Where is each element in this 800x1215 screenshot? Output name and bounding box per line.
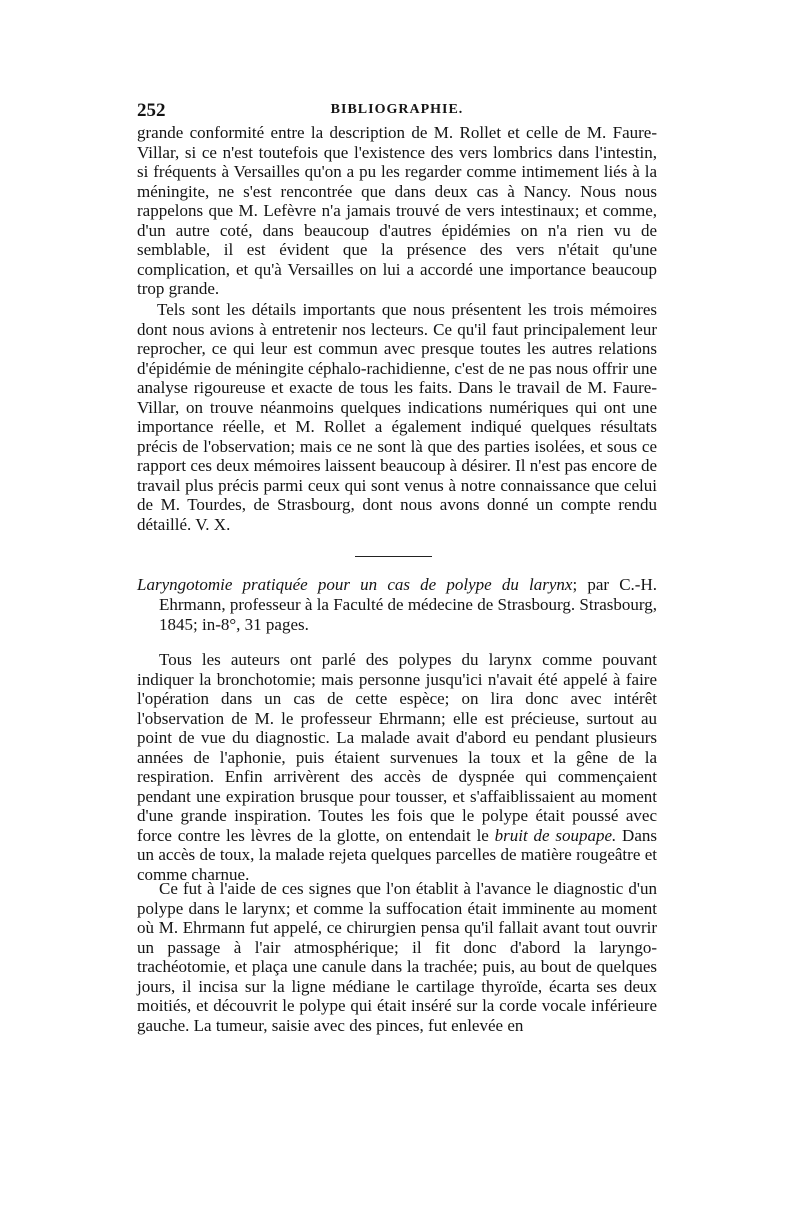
section-divider xyxy=(355,556,432,557)
page-header xyxy=(137,100,657,124)
paragraph-diagnosis: Ce fut à l'aide de ces signes que l'on établit à l'avance le diagnostic d'un polype dans le larynx; et comme la suffocation était imminente au moment où M. Ehrmann fut appelé, ce chirurgien pensa qu'il fallait avant tout ouvrir un passage à l'air atmosphérique; il fit donc d'abord la laryngo-trachéotomie, et plaça une canule dans la trachée; puis, au bout de quelques jours, il incisa sur la ligne médiane le cartilage thyroïde, écarta ses deux moitiés, et découvrit le polype qui était inséré sur la corde vocale inférieure gauche. La tumeur, saisie avec des pinces, fut enlevée en xyxy=(137,879,657,1035)
paragraph-continuation: grande conformité entre la description de M. Rollet et celle de M. Faure-Villar, si ce n'est toutefois que l'existence des vers lombrics dans l'intestin, si fréquents à Versailles qu'on a pu les regarder comme intimement liés à la méningite, ne s'est rencontrée que dans deux cas à Nancy. Nous nous rappelons que M. Lefèvre n'a jamais trouvé de vers intestinaux; et comme, d'un autre coté, dans beaucoup d'autres épidémies on n'a rien vu de semblable, il est évident que la présence des vers n'était qu'une complication, et qu'à Versailles on lui a accordé une importance beaucoup trop grande. xyxy=(137,123,657,298)
paragraph-text: Tous les auteurs ont parlé des polypes du larynx comme pouvant indiquer la bronchotomie; mais personne jusqu'ici n'avait été appelé à faire l'opération dans un cas de cette espèce; on lira donc avec intérêt l'observation de M. le professeur Ehrmann; elle est précieuse, surtout au point de vue du diagnostic. La malade avait d'abord eu pendant plusieurs années de l'aphonie, puis étaient survenues la toux et la gêne de la respiration. Enfin arrivèrent des accès de dyspnée qui commençaient pendant une expiration brusque pour tousser, et s'affaiblissaient au moment d'une grande inspiration. Toutes les fois que le polype était poussé avec force contre les lèvres de la glotte, on entendait le xyxy=(137,650,657,845)
page-number: 252 xyxy=(137,100,166,121)
paragraph-review-intro xyxy=(137,650,657,884)
biblio-details: ; par C.-H. Ehrmann, professeur à la Faculté de médecine de Strasbourg. Strasbourg, 1845; in-8°, 31 pages. xyxy=(159,575,657,634)
biblio-title: Laryngotomie pratiquée pour un cas de polype du larynx xyxy=(137,575,573,594)
paragraph-text: Dans un accès de toux, la malade rejeta quelques parcelles de matière rougeâtre et comme charnue. xyxy=(137,825,657,884)
italic-term: bruit de soupape. xyxy=(494,825,617,845)
bibliographic-entry xyxy=(137,575,657,635)
running-head: BIBLIOGRAPHIE. xyxy=(330,102,464,117)
paragraph-conclusion: Tels sont les détails importants que nous présentent les trois mémoires dont nous avions à entretenir nos lecteurs. Ce qu'il faut principalement leur reprocher, ce qui leur est commun avec presque toutes les autres relations d'épidémie de méningite céphalo-rachidienne, c'est de ne pas nous offrir une analyse rigoureuse et exacte de tous les faits. Dans le travail de M. Faure-Villar, on trouve néanmoins quelques indications numériques qui ont une importance réelle, et M. Rollet a également indiqué quelques résultats précis de l'observation; mais ce ne sont là que des parties isolées, et sous ce rapport ces deux mémoires laissent beaucoup à désirer. Il n'est pas encore de travail plus précis parmi ceux qui sont venus à notre connaissance que celui de M. Tourdes, de Strasbourg, dont nous avons donné un compte rendu détaillé. V. X. xyxy=(137,300,657,534)
